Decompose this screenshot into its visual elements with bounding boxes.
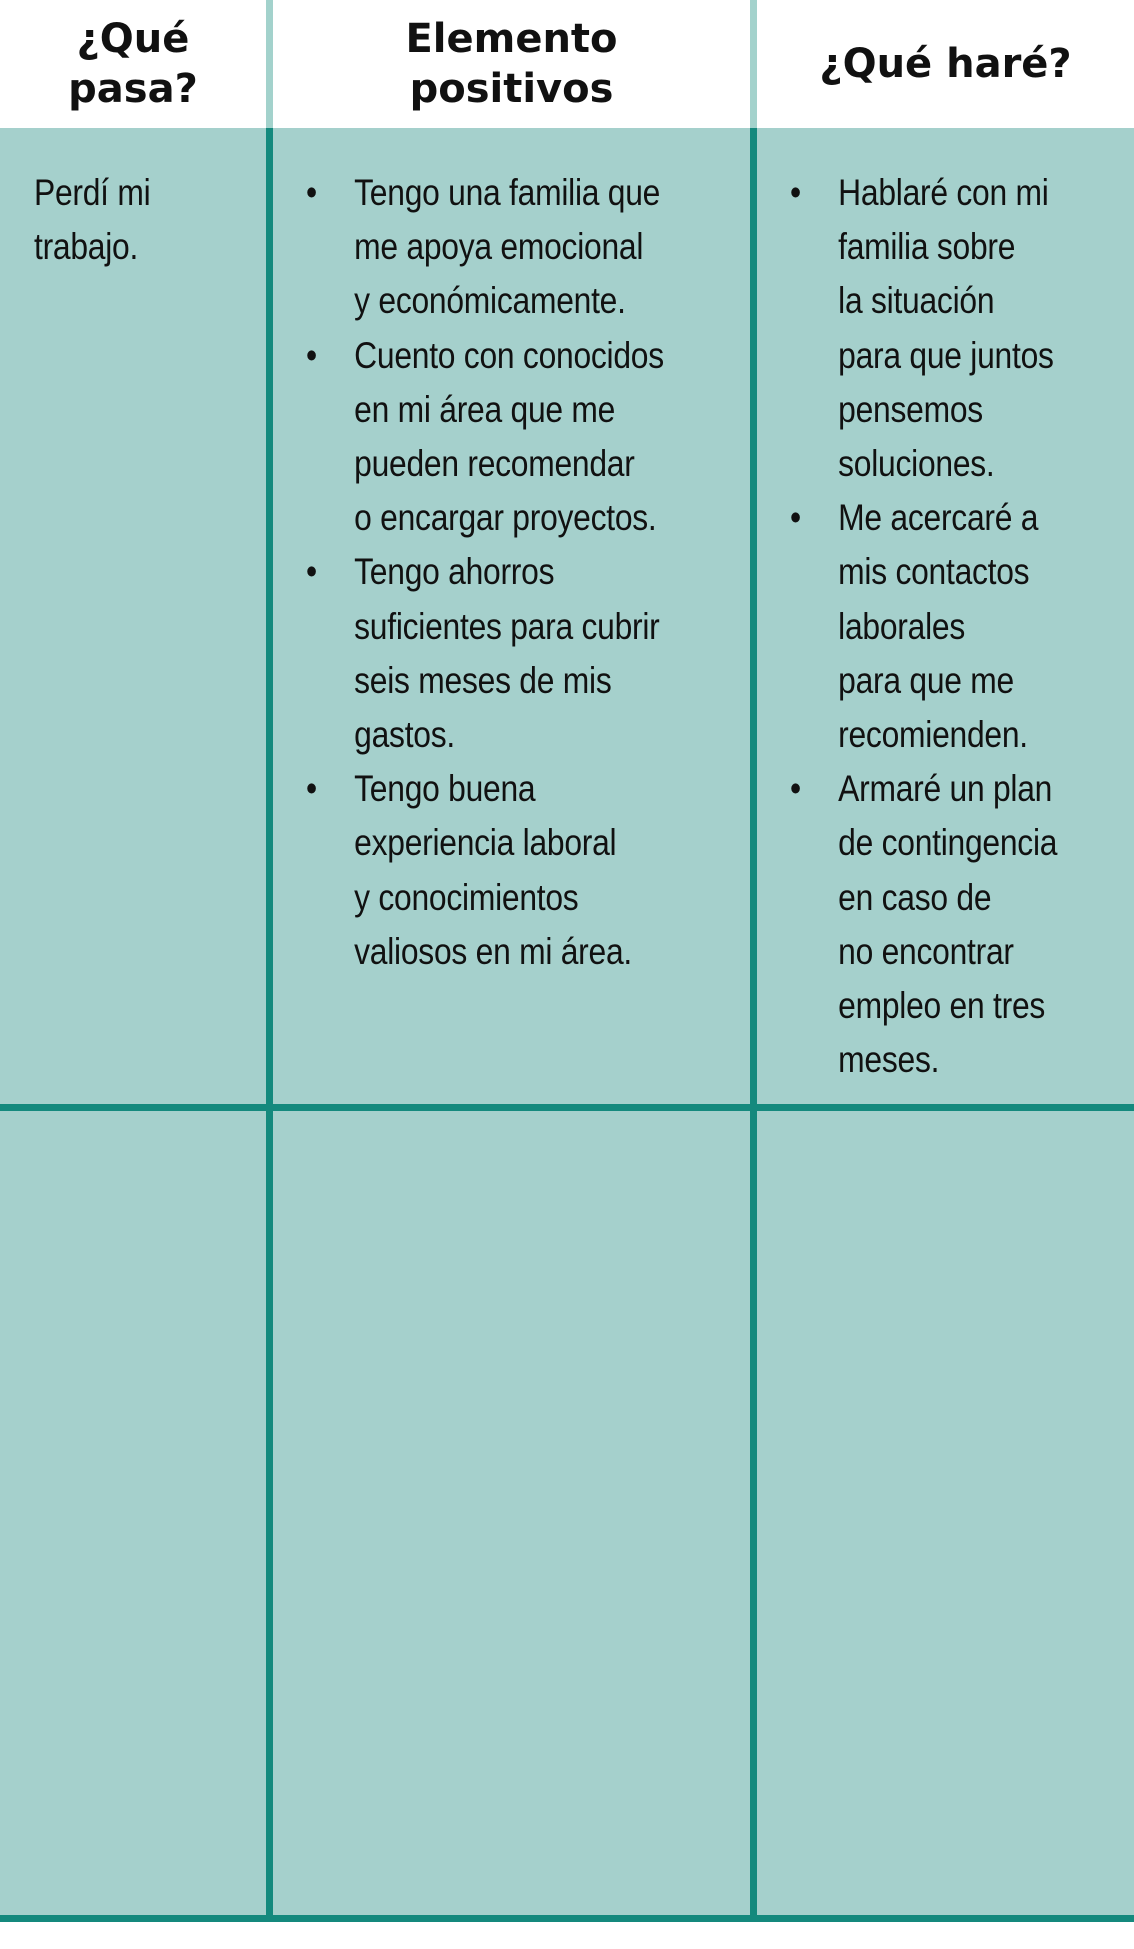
- item-line: y económicamente.: [354, 280, 626, 322]
- header-divider-2: [750, 0, 757, 128]
- empty-cell-positive-elements: [273, 1111, 750, 1915]
- header-line: ¿Qué: [76, 16, 190, 62]
- header-what-will-i-do: [757, 0, 1134, 128]
- item-line: en caso de: [838, 876, 992, 918]
- item-line: y conocimientos: [354, 876, 579, 918]
- list-item: [306, 545, 779, 762]
- item-line: o encargar proyectos.: [354, 497, 657, 539]
- item-line: de contingencia: [838, 822, 1058, 864]
- bullet-icon: •: [306, 334, 317, 376]
- item-line: Armaré un plan: [838, 768, 1053, 810]
- item-line: gastos.: [354, 714, 455, 756]
- item-line: pensemos: [838, 388, 983, 430]
- item-line: Tengo buena: [354, 768, 536, 810]
- list-item: [790, 762, 1134, 1087]
- list-item: [306, 166, 779, 329]
- empty-cell-actions: [757, 1111, 1134, 1915]
- empty-cell-what-happens: [0, 1111, 266, 1915]
- positive-elements-list: [306, 166, 779, 979]
- item-line: Me acercaré a: [838, 497, 1039, 539]
- item-line: empleo en tres: [838, 985, 1046, 1027]
- item-line: me apoya emocional: [354, 226, 644, 268]
- header-what-happens: [0, 0, 266, 128]
- item-line: en mi área que me: [354, 388, 616, 430]
- item-line: familia sobre: [838, 226, 1016, 268]
- item-line: para que me: [838, 659, 1014, 701]
- item-line: Hablaré con mi: [838, 172, 1049, 213]
- list-item: [790, 491, 1134, 762]
- header-positive-elements: [273, 0, 750, 128]
- item-line: pueden recomendar: [354, 443, 635, 485]
- item-line: Tengo una familia que: [354, 172, 661, 213]
- cell-line: Perdí mi: [34, 172, 151, 213]
- bullet-icon: •: [306, 768, 317, 810]
- item-line: suficientes para cubrir: [354, 605, 660, 647]
- bullet-icon: •: [790, 497, 801, 539]
- actions-list: [790, 166, 1134, 1087]
- item-line: valiosos en mi área.: [354, 930, 632, 972]
- row-divider-1: [0, 1104, 1134, 1111]
- item-line: para que juntos: [838, 334, 1054, 376]
- bullet-icon: •: [306, 551, 317, 593]
- list-item: [306, 762, 779, 979]
- item-line: experiencia laboral: [354, 822, 617, 864]
- column-divider-1: [266, 0, 273, 1922]
- bullet-icon: •: [790, 172, 801, 213]
- item-line: meses.: [838, 1039, 940, 1081]
- cell-what-happens: [34, 166, 258, 274]
- header-line: ¿Qué haré?: [819, 41, 1072, 87]
- item-line: la situación: [838, 280, 995, 322]
- item-line: laborales: [838, 605, 965, 647]
- cell-line: trabajo.: [34, 226, 139, 268]
- list-item: [306, 329, 779, 546]
- bullet-icon: •: [306, 172, 317, 213]
- item-line: no encontrar: [838, 930, 1014, 972]
- header-divider-1: [266, 0, 273, 128]
- header-line: positivos: [409, 66, 614, 112]
- list-item: [790, 166, 1134, 491]
- bullet-icon: •: [790, 768, 801, 810]
- header-line: pasa?: [68, 66, 198, 112]
- item-line: Cuento con conocidos: [354, 334, 664, 376]
- row-divider-2: [0, 1915, 1134, 1922]
- item-line: mis contactos: [838, 551, 1030, 593]
- item-line: Tengo ahorros: [354, 551, 555, 593]
- item-line: soluciones.: [838, 443, 995, 485]
- item-line: seis meses de mis: [354, 659, 612, 701]
- header-line: Elemento: [405, 16, 618, 62]
- item-line: recomienden.: [838, 714, 1028, 756]
